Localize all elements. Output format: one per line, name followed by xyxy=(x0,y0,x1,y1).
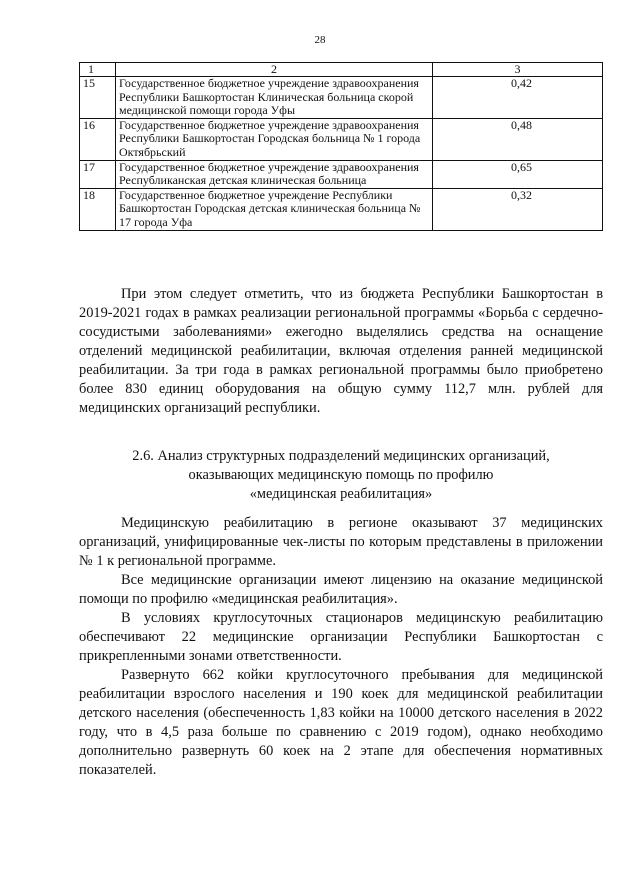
row-value: 0,32 xyxy=(511,187,532,202)
row-number: 16 xyxy=(80,118,116,160)
header-col-1: 1 xyxy=(80,63,116,77)
section-heading xyxy=(79,447,603,504)
heading-line-1: 2.6. Анализ структурных подразделений медицинских организаций, xyxy=(132,448,550,464)
heading-line-3: «медицинская реабилитация» xyxy=(249,486,433,502)
body-section xyxy=(79,514,603,780)
header-col-3: 3 xyxy=(433,63,603,77)
header-col-2: 2 xyxy=(116,63,433,77)
intro-section xyxy=(79,285,603,418)
institution-name: Государственное бюджетное учреждение здравоохранения Республики Башкортостан Клиническая больница скорой медицинской помощи города Уфы xyxy=(116,77,433,119)
row-number: 15 xyxy=(80,77,116,119)
institution-name: Государственное бюджетное учреждение здравоохранения Республиканская детская клиническая больница xyxy=(116,160,433,188)
table-row xyxy=(80,118,603,160)
paragraph-beds: Развернуто 662 койки круглосуточного пребывания для медицинской реабилитации взрослого населения и 190 коек для медицинской реабилитации детского населения (обеспеченность 1,83 койки на 10000 детского населения в 2022 году, что в 4,5 раза больше по сравнению с 2019 годом), однако необходимо дополнительно развернуть 60 коек на 2 этапе для обеспечения нормативных показателей. xyxy=(79,667,603,778)
table-row xyxy=(80,188,603,230)
institutions-table xyxy=(79,62,603,231)
paragraph-organizations: Медицинскую реабилитацию в регионе оказывают 37 медицинских организаций, унифицированные чек-листы по которым представлены в приложении № 1 к региональной программе. xyxy=(79,515,603,569)
paragraph-hospitals: В условиях круглосуточных стационаров медицинскую реабилитацию обеспечивают 22 медицинские организации Республики Башкортостан с прикрепленными зонами ответственности. xyxy=(79,610,603,664)
heading-line-2: оказывающих медицинскую помощь по профилю xyxy=(188,467,494,483)
paragraph-funding: При этом следует отметить, что из бюджета Республики Башкортостан в 2019-2021 годах в рамках реализации региональной программы «Борьба с сердечно-сосудистыми заболеваниями» ежегодно выделялись средства на оснащение отделений медицинской реабилитации, включая отделения ранней медицинской реабилитации. За три года в рамках региональной программы было приобретено более 830 единиц оборудования на общую сумму 112,7 млн. рублей для медицинских организаций республики. xyxy=(79,286,603,416)
institution-name: Государственное бюджетное учреждение Республики Башкортостан Городская детская клиническая больница № 17 города Уфа xyxy=(116,188,433,230)
row-number: 17 xyxy=(80,160,116,188)
row-value: 0,42 xyxy=(511,76,532,90)
institution-name: Государственное бюджетное учреждение здравоохранения Республики Башкортостан Городская больница № 1 города Октябрьский xyxy=(116,118,433,160)
paragraph-license: Все медицинские организации имеют лицензию на оказание медицинской помощи по профилю «медицинская реабилитация». xyxy=(79,572,603,607)
row-value: 0,65 xyxy=(511,159,532,174)
page-number: 28 xyxy=(314,34,326,46)
row-value: 0,48 xyxy=(511,117,532,132)
table-header-row xyxy=(80,63,603,77)
row-number: 18 xyxy=(80,188,116,230)
table-row xyxy=(80,160,603,188)
table-row xyxy=(80,77,603,119)
